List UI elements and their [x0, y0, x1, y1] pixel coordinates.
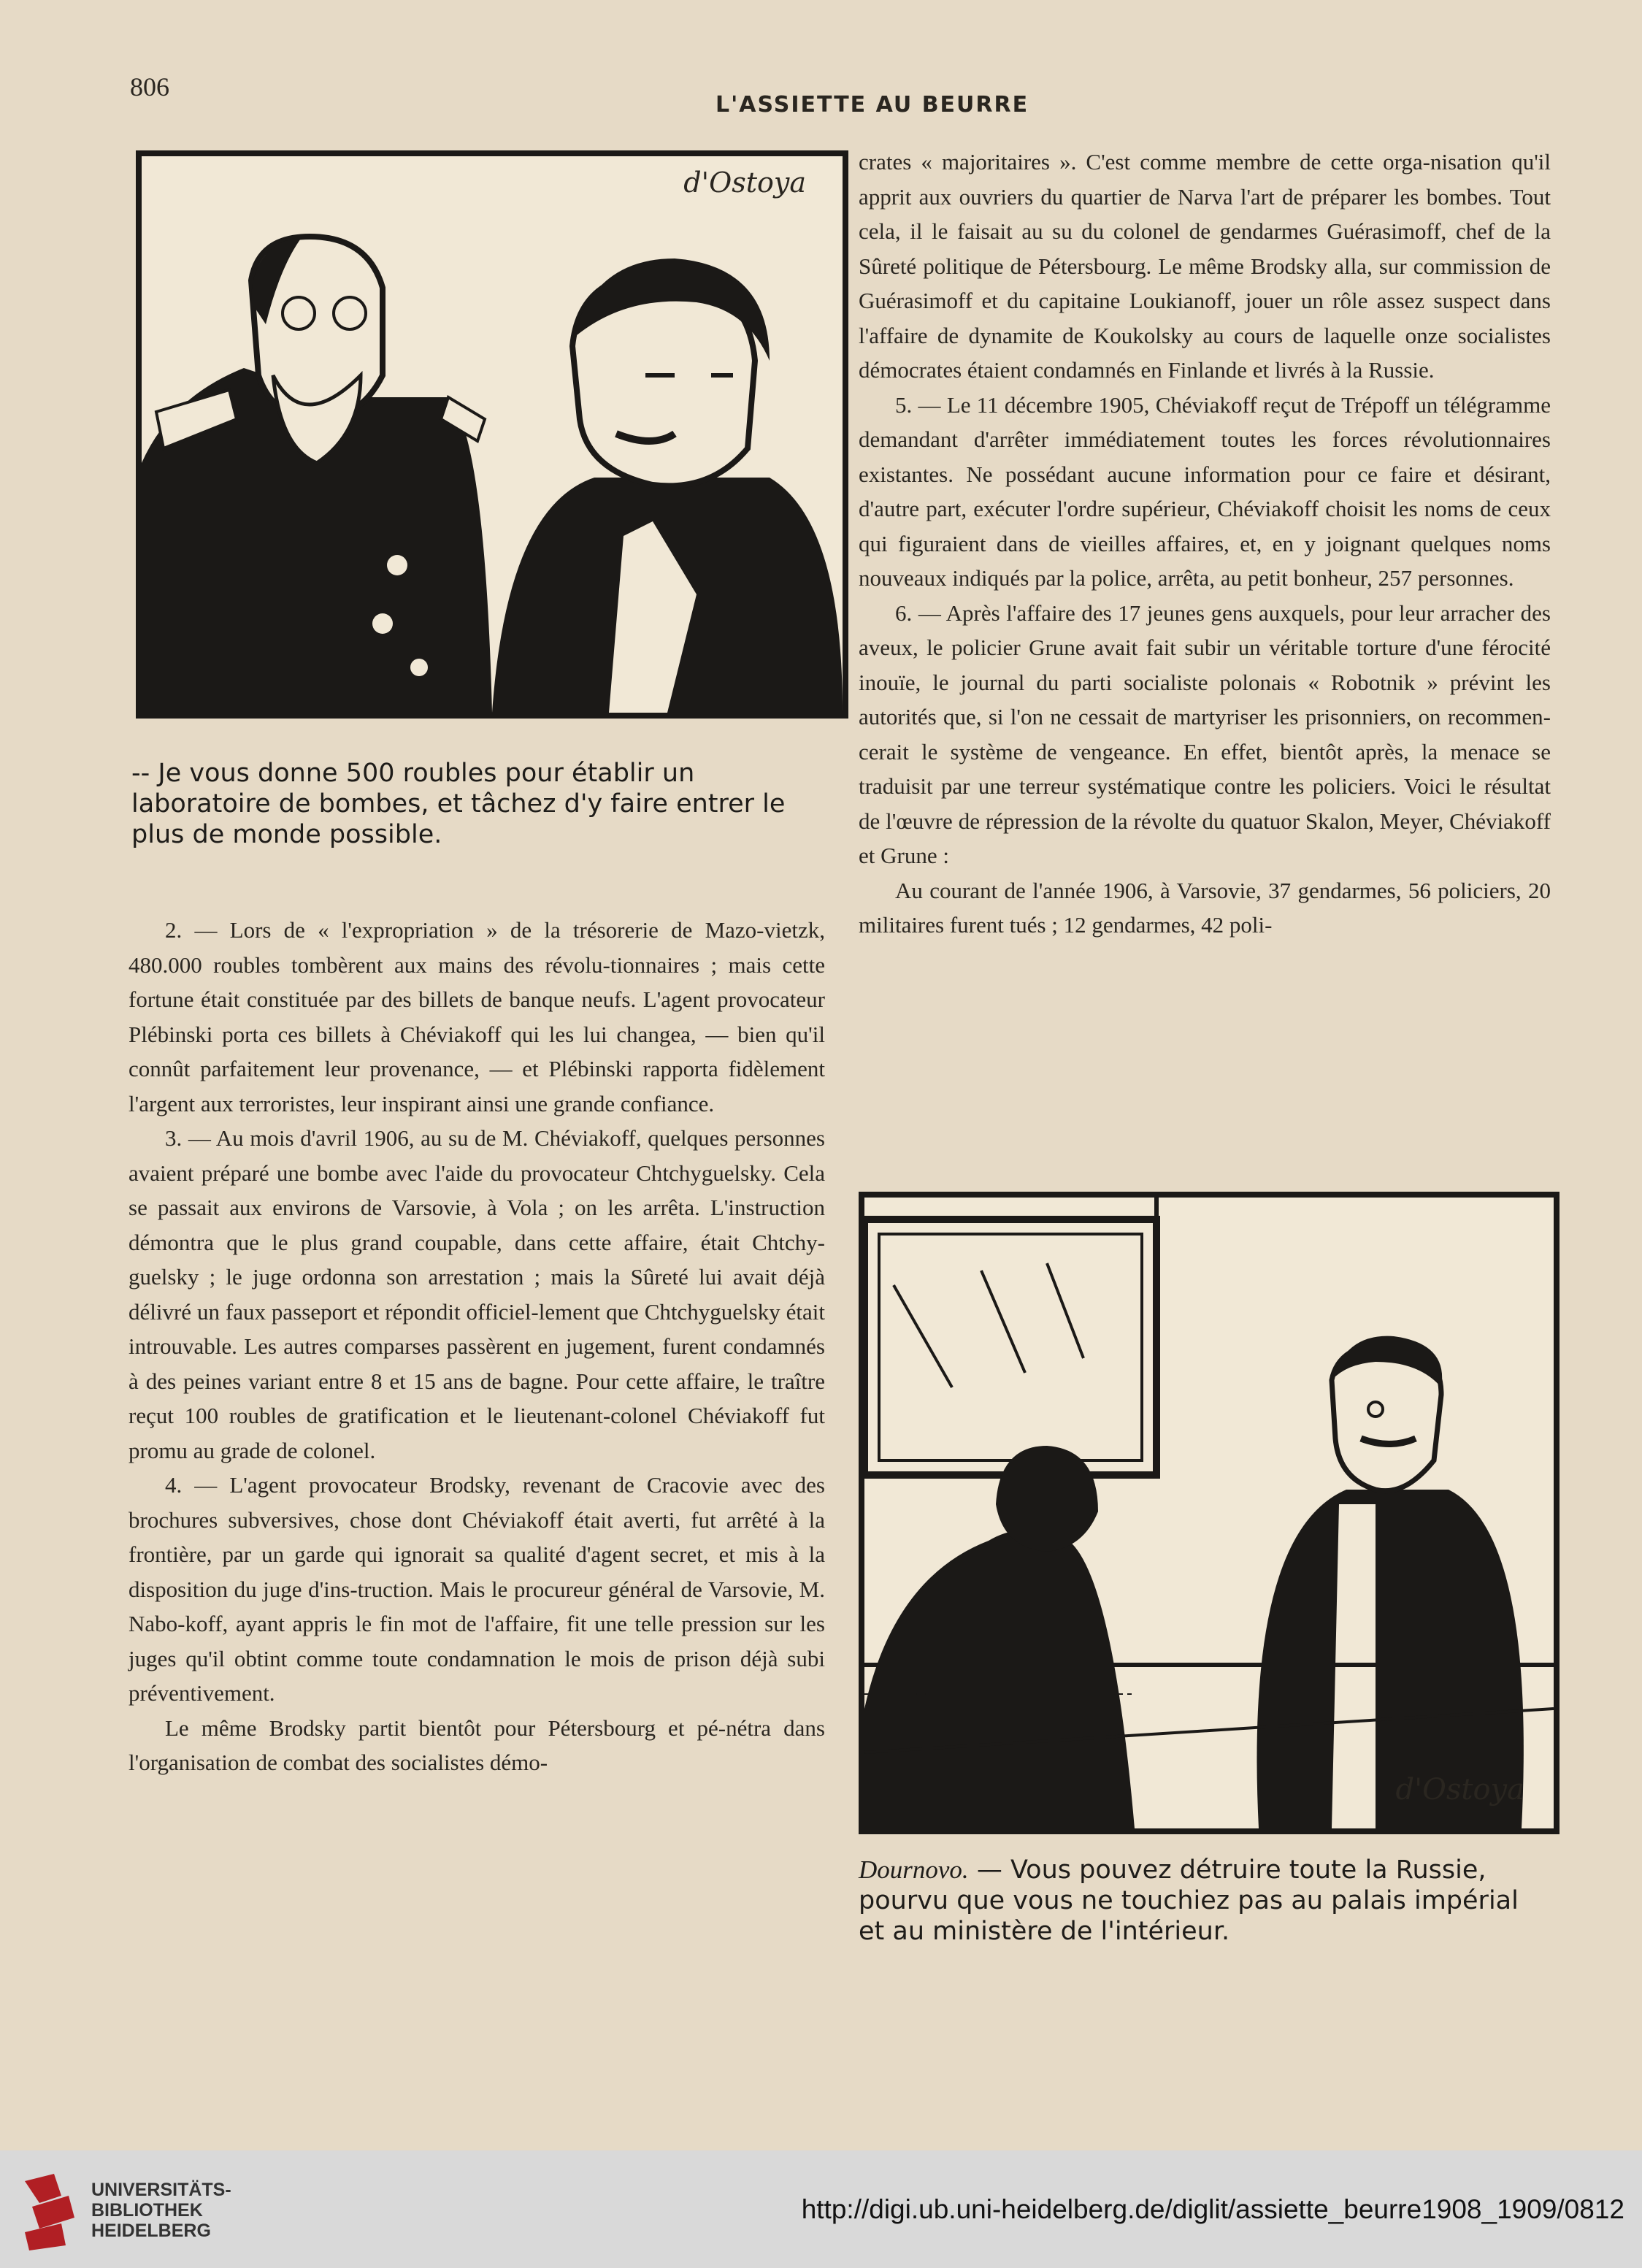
library-logo-icon	[18, 2167, 80, 2253]
library-name	[91, 2180, 231, 2241]
running-head: L'ASSIETTE AU BEURRE	[716, 92, 1029, 118]
cartoon-officials	[136, 150, 848, 719]
caption-text: — Vous pouvez détruire toute la Russie, pourvu que vous ne touchiez pas au palais impérial et au ministère de l'intérieur.	[859, 1855, 1519, 1946]
source-url[interactable]: http://digi.ub.uni-heidelberg.de/diglit/assiette_beurre1908_1909/0812	[801, 2194, 1624, 2224]
caption-top: -- Je vous donne 500 roubles pour établir un laboratoire de bombes, et tâchez d'y faire entrer le plus de monde possible.	[131, 759, 786, 849]
library-name-line-1: UNIVERSITÄTS-	[91, 2180, 231, 2200]
paragraph: 2. — Lors de « l'expropriation » de la trésorerie de Mazo-vietzk, 480.000 roubles tombèrent aux mains des révolu-tionnaires ; mais cette fortune était constituée par des billets de banque neufs. L'agent provocateur Plébinski porta ces billets à Chéviakoff qui les lui changea, — bien qu'il connût parfaitement leur provenance, — et Plébinski rapporta fidèlement l'argent aux terroristes, leur inspirant ainsi une grande confiance.	[128, 917, 825, 1116]
footer-bar	[0, 2150, 1642, 2268]
cartoon-officials-drawing	[142, 156, 843, 713]
paragraph: Au courant de l'année 1906, à Varsovie, 37 gendarmes, 56 policiers, 20 militaires furent tués ; 12 gendarmes, 42 poli-	[859, 877, 1551, 938]
paragraph: 5. — Le 11 décembre 1905, Chéviakoff reçut de Trépoff un télégramme demandant d'arrêter immédiatement toutes les forces révolutionnaires existantes. Ne possédant aucune information pour ce faire et désirant, d'autre part, exécuter l'ordre supérieur, Chéviakoff choisit les noms de ceux qui figuraient dans de vieilles affaires, et, en y joignant quelques noms nouveaux indiqués par la police, arrêta, au petit bonheur, 257 personnes.	[859, 391, 1551, 591]
library-name-line-2: BIBLIOTHEK	[91, 2200, 203, 2221]
left-column	[128, 913, 825, 1780]
paragraph: 4. — L'agent provocateur Brodsky, revenant de Cracovie avec des brochures subversives, chose dont Chéviakoff était averti, fut arrêté à la frontière, par un garde qui ignorait sa qualité d'agent secret, et mis à la disposition du juge d'ins-truction. Mais le procureur général de Varsovie, M. Nabo-koff, ayant appris le fin mot de l'affaire, fit une telle pression sur les juges qu'il obtint comme toute condamnation le mois de prison déjà subi préventivement.	[128, 1472, 825, 1706]
paragraph: Le même Brodsky partit bientôt pour Pétersbourg et pé-nétra dans l'organisation de combat des socialistes démo-	[128, 1715, 825, 1775]
caption-bottom	[859, 1855, 1545, 1947]
cartoon-dournovo-drawing	[864, 1198, 1554, 1828]
cartoon-dournovo	[859, 1192, 1559, 1834]
library-name-line-3: HEIDELBERG	[91, 2221, 211, 2241]
right-column	[859, 145, 1551, 943]
signature: d'Ostoya	[1395, 1773, 1524, 1807]
page-number: 806	[130, 72, 169, 101]
signature: d'Ostoya	[683, 166, 806, 199]
paragraph: 6. — Après l'affaire des 17 jeunes gens auxquels, pour leur arracher des aveux, le policier Grune avait fait subir un véritable torture d'une férocité inouïe, le journal du parti socialiste polonais « Robotnik » prévint les autorités que, si l'on ne cessait de martyriser les prisonniers, on recommen-cerait le système de vengeance. En effet, bientôt après, la menace se traduisit par une terreur systématique contre les policiers. Voici le résultat de l'œuvre de répression de la révolte du quatuor Skalon, Meyer, Chéviakoff et Grune :	[859, 599, 1551, 868]
paragraph: 3. — Au mois d'avril 1906, au su de M. Chéviakoff, quelques personnes avaient préparé une bombe avec l'aide du provocateur Chtchyguelsky. Cela se passait aux environs de Varsovie, à Vola ; on les arrêta. L'instruction démontra que le plus grand coupable, dans cette affaire, était Chtchy-guelsky ; le juge ordonna son arrestation ; mais la Sûreté lui avait déjà délivré un faux passeport et répondit officiel-lement que Chtchyguelsky était introuvable. Les autres comparses passèrent en jugement, furent condamnés à des peines variant entre 8 et 15 ans de bagne. Pour cette affaire, le traître reçut 100 roubles de gratification et le lieutenant-colonel Chéviakoff fut promu au grade de colonel.	[128, 1125, 825, 1463]
caption-speaker: Dournovo.	[859, 1855, 969, 1884]
paragraph: crates « majoritaires ». C'est comme membre de cette orga-nisation qu'il apprit aux ouvriers du quartier de Narva l'art de préparer les bombes. Tout cela, il le faisait au su du colonel de gendarmes Guérasimoff, chef de la Sûreté politique de Pétersbourg. Le même Brodsky alla, sur commission de Guérasimoff et du capitaine Loukianoff, jouer un rôle assez suspect dans l'affaire de dynamite de Koukolsky au cours de laquelle onze socialistes démocrates étaient condamnés en Finlande et livrés à la Russie.	[859, 149, 1551, 383]
